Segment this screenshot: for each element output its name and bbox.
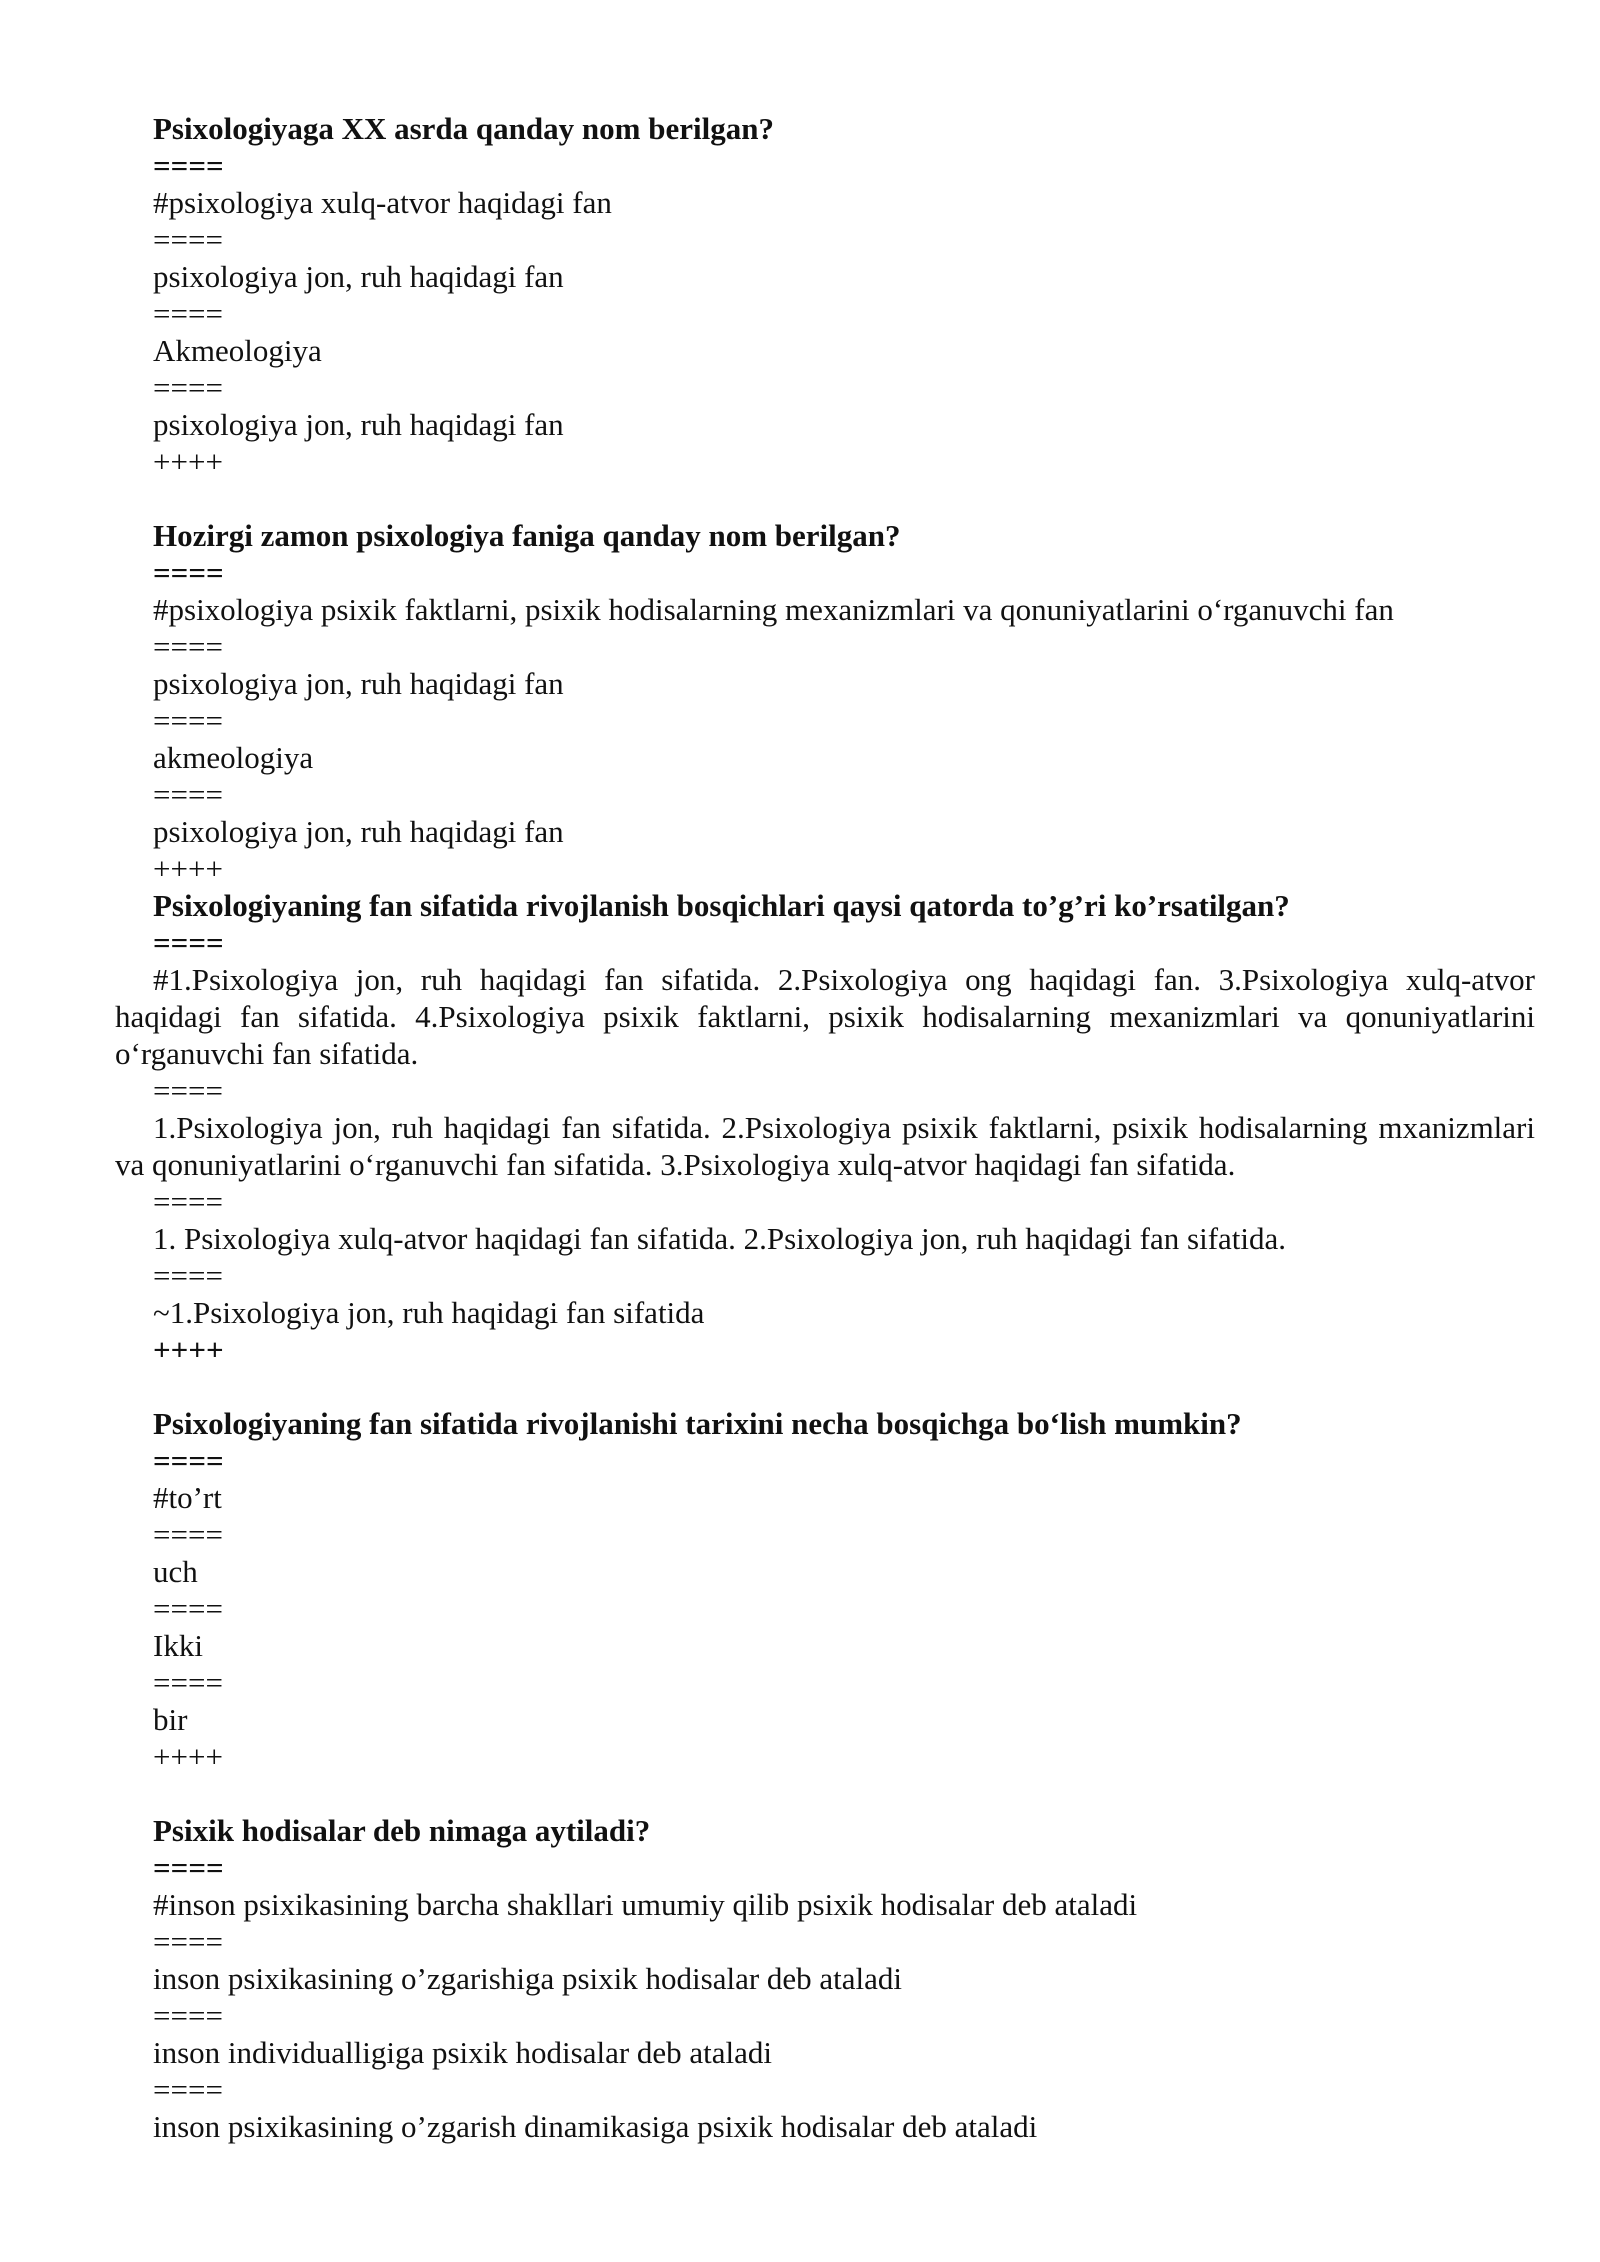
answer-option: 1. Psixologiya xulq-atvor haqidagi fan sifatida. 2.Psixologiya jon, ruh haqidagi fan sifatida. [153,1221,1287,1256]
separator: ==== [153,1517,223,1552]
question-block-1 [115,110,1535,480]
separator: ==== [153,370,223,405]
answer-option: ~1.Psixologiya jon, ruh haqidagi fan sifatida [153,1295,705,1330]
question-text: Psixik hodisalar deb nimaga aytiladi? [153,1813,651,1848]
separator: ==== [153,629,223,664]
separator: ==== [153,1443,224,1478]
question-text: Psixologiyaning fan sifatida rivojlanishi tarixini necha bosqichga bo‘lish mumkin? [153,1406,1242,1441]
answer-option: psixologiya jon, ruh haqidagi fan [153,814,564,849]
answer-option: akmeologiya [153,740,314,775]
answer-option: uch [153,1554,198,1589]
separator: ==== [153,1924,223,1959]
separator: ==== [153,222,223,257]
terminator: ++++ [153,1332,224,1367]
answer-option: psixologiya jon, ruh haqidagi fan [153,407,564,442]
question-block-3 [115,887,1535,1368]
answer-option: psixologiya jon, ruh haqidagi fan [153,259,564,294]
answer-option: inson psixikasining o’zgarishiga psixik hodisalar deb ataladi [153,1961,903,1996]
question-block-4 [115,1405,1535,1775]
separator: ==== [153,148,224,183]
separator: ==== [153,1073,223,1108]
answer-option: psixologiya jon, ruh haqidagi fan [153,666,564,701]
question-block-5 [115,1812,1535,2145]
separator: ==== [153,703,223,738]
separator: ==== [153,925,224,960]
answer-option: inson psixikasining o’zgarish dinamikasiga psixik hodisalar deb ataladi [153,2109,1038,2144]
answer-option: inson individualligiga psixik hodisalar deb ataladi [153,2035,773,2070]
terminator: ++++ [153,1739,223,1774]
answer-option: #inson psixikasining barcha shakllari umumiy qilib psixik hodisalar deb ataladi [153,1887,1138,1922]
separator: ==== [153,1665,223,1700]
terminator: ++++ [153,851,223,886]
question-text: Hozirgi zamon psixologiya faniga qanday nom berilgan? [153,518,901,553]
separator: ==== [153,1258,223,1293]
terminator: ++++ [153,444,223,479]
answer-option: Akmeologiya [153,333,322,368]
answer-option: bir [153,1702,188,1737]
answer-option: #psixologiya xulq-atvor haqidagi fan [153,185,612,220]
document-content [115,110,1535,2145]
separator: ==== [153,2072,223,2107]
question-text: Psixologiyaga XX asrda qanday nom berilgan? [153,111,774,146]
answer-option: #1.Psixologiya jon, ruh haqidagi fan sifatida. 2.Psixologiya ong haqidagi fan. 3.Psixologiya xulq-atvor haqidagi fan sifatida. 4.Psixologiya psixik faktlarni, psixik hodisalarning mexanizmlari va qonuniyatlarini o‘rganuvchi fan sifatida. [115,962,1535,1071]
question-block-2 [115,517,1535,887]
answer-option: #to’rt [153,1480,222,1515]
separator: ==== [153,777,223,812]
separator: ==== [153,555,224,590]
question-text: Psixologiyaning fan sifatida rivojlanish bosqichlari qaysi qatorda to’g’ri ko’rsatilgan? [153,888,1290,923]
separator: ==== [153,1998,223,2033]
answer-option: Ikki [153,1628,203,1663]
separator: ==== [153,1591,223,1626]
answer-option: #psixologiya psixik faktlarni, psixik hodisalarning mexanizmlari va qonuniyatlarini o‘rganuvchi fan [153,592,1394,627]
separator: ==== [153,1850,224,1885]
separator: ==== [153,1184,223,1219]
separator: ==== [153,296,223,331]
answer-option: 1.Psixologiya jon, ruh haqidagi fan sifatida. 2.Psixologiya psixik faktlarni, psixik hodisalarning mxanizmlari va qonuniyatlarini o‘rganuvchi fan sifatida. 3.Psixologiya xulq-atvor haqidagi fan sifatida. [115,1110,1535,1182]
